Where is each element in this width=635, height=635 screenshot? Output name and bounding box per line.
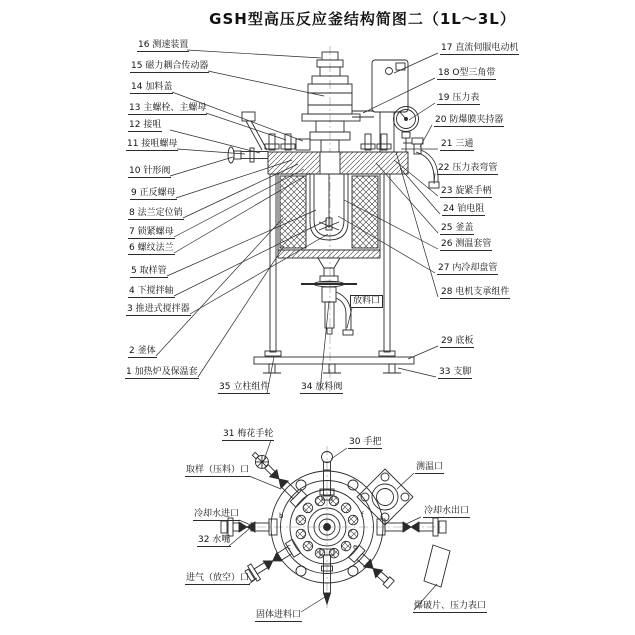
needle-valve [228, 112, 268, 163]
temperature-port-flange [357, 469, 413, 525]
part-label-33: 33 支脚 [439, 367, 472, 377]
part-label-23: 23 旋紧手柄 [441, 186, 492, 196]
leader-lines [156, 50, 440, 612]
part-label-4: 4 下搅拌轴 [129, 286, 174, 296]
kettle-body [278, 174, 380, 258]
part-label-15: 15 磁力耦合传动器 [131, 61, 209, 71]
sampling-valve [248, 448, 307, 507]
plum-handwheel [253, 453, 271, 471]
center-hub [308, 508, 346, 546]
label-cooling-water-outlet: 冷却水出口 [424, 506, 470, 516]
bolt-letter-e: e [353, 543, 358, 551]
discharge-port-label: 放料口 [350, 295, 383, 308]
part-label-28: 28 电机支承组件 [441, 287, 510, 297]
part-label-26: 26 测温套管 [441, 239, 492, 249]
pressure-gauge [394, 107, 419, 153]
part-label-14: 14 加料盖 [131, 82, 173, 92]
part-label-16: 16 测速装置 [138, 40, 189, 50]
part-label-19: 19 压力表 [438, 93, 480, 103]
gauge-bend-pipe [416, 150, 439, 188]
bolt-letter-c: c [287, 543, 291, 551]
part-label-1: 1 加热炉及保温套 [126, 367, 198, 377]
part-label-29: 29 底板 [441, 336, 474, 346]
part-label-11: 11 接咀螺母 [127, 139, 178, 149]
front-view-drawing [228, 46, 439, 392]
part-label-21: 21 三通 [441, 139, 474, 149]
label-temp-port: 测温口 [416, 462, 444, 472]
part-label-30: 30 手把 [349, 437, 382, 447]
part-label-17: 17 直流伺服电动机 [441, 43, 519, 53]
feet [263, 364, 401, 373]
rupture-disc-nozzle [348, 545, 396, 590]
bolt-letter-b: b [279, 512, 284, 520]
part-label-31: 31 梅花手轮 [223, 429, 274, 439]
part-label-35: 35 立柱组件 [219, 382, 270, 392]
part-label-8: 8 法兰定位销 [129, 208, 183, 218]
label-rupture-disc-port: 爆破片、压力表口 [414, 601, 487, 611]
part-label-2: 2 釜体 [129, 346, 156, 356]
part-label-10: 10 针形阀 [129, 166, 171, 176]
part-label-20: 20 防爆膜夹持器 [435, 115, 504, 125]
part-label-34: 34 放料阀 [301, 382, 343, 392]
part-label-7: 7 锁紧螺母 [129, 227, 174, 237]
base-plate [254, 357, 414, 364]
label-cooling-water-inlet: 冷却水进口 [194, 509, 240, 519]
bolt-letter-f: f [361, 511, 364, 519]
gas-inlet-valve [243, 538, 301, 583]
part-label-22: 22 压力表弯管 [438, 163, 498, 173]
kettle-lid [268, 152, 408, 174]
part-label-24: 24 铂电阻 [443, 204, 485, 214]
support-column-right [384, 174, 390, 352]
part-label-13: 13 主螺栓、主螺母 [129, 103, 207, 113]
part-label-25: 25 釜盖 [441, 223, 474, 233]
part-label-18: 18 O型三角带 [438, 68, 496, 78]
part-label-5: 5 取样管 [131, 266, 167, 276]
part-label-9: 9 正反螺母 [131, 188, 176, 198]
main-bolts [265, 134, 391, 150]
diagram-title: GSH型高压反应釜结构简图二（1L～3L） [209, 10, 516, 28]
discharge-valve [301, 258, 357, 335]
part-label-12: 12 接咀 [129, 120, 162, 130]
magnetic-coupling [302, 76, 360, 152]
part-label-6: 6 螺纹法兰 [129, 243, 174, 253]
label-solid-feed-port: 固体进料口 [256, 610, 302, 620]
rupture-disc-tag [424, 545, 450, 587]
label-gas-inlet-port: 进气（放空）口 [186, 573, 250, 583]
part-label-3: 3 推进式搅拌器 [127, 304, 190, 314]
part-label-27: 27 内冷却盘管 [438, 263, 498, 273]
label-sampling-port: 取样（压料）口 [186, 465, 250, 475]
part-label-32: 32 水嘴 [198, 535, 231, 545]
